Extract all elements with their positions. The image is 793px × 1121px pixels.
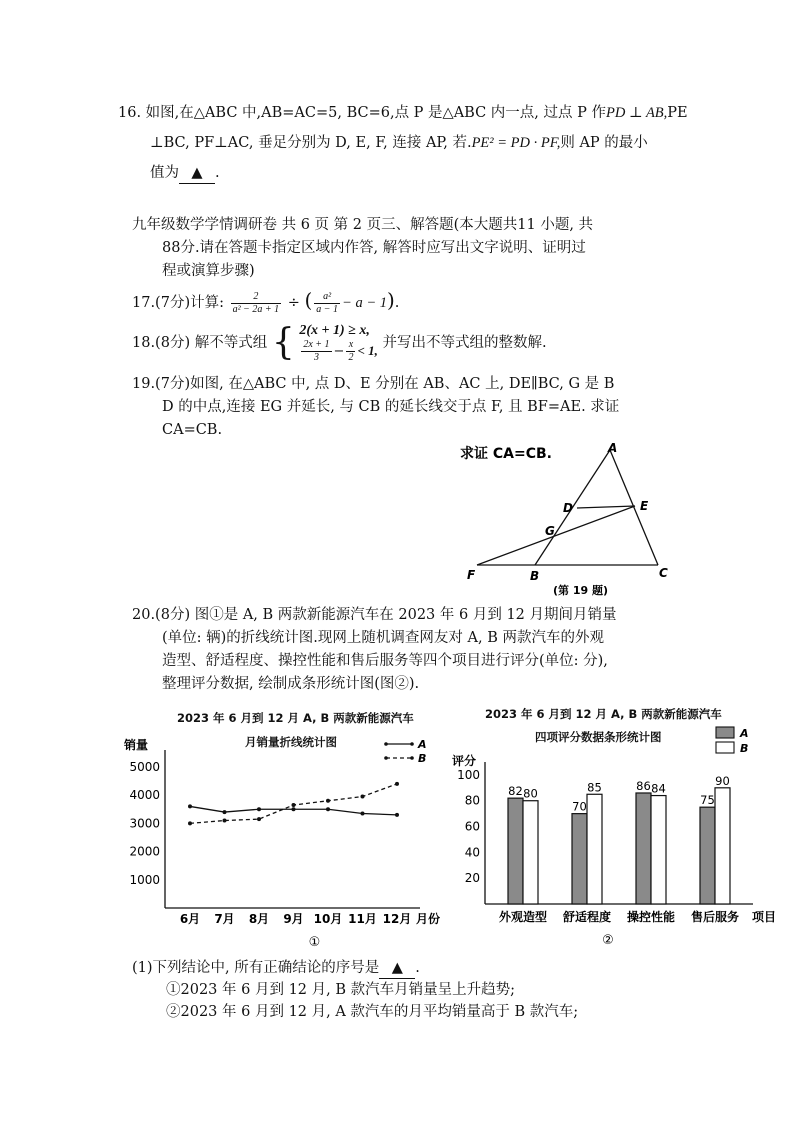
chart1-title-line2: 月销量折线统计图 bbox=[245, 735, 337, 749]
bar-A bbox=[700, 807, 715, 904]
legend-marker-A bbox=[410, 742, 414, 746]
q19-segment-fe bbox=[477, 506, 635, 565]
x-tick-label: 7月 bbox=[214, 912, 235, 926]
q17-fraction-2 bbox=[314, 291, 340, 316]
x-tick-label: 12月 bbox=[382, 912, 412, 926]
bar-B bbox=[523, 801, 538, 904]
bar-value-label: 85 bbox=[587, 780, 602, 795]
q17-f2-num: a² bbox=[314, 291, 340, 304]
q17-end: . bbox=[394, 295, 400, 311]
bar-B bbox=[651, 796, 666, 904]
data-point-A bbox=[395, 813, 399, 817]
q20-line1: 20.(8分) 图①是 A, B 两款新能源汽车在 2023 年 6 月到 12 月期间月销量 bbox=[132, 607, 617, 623]
y-tick-label: 60 bbox=[464, 819, 480, 834]
y-tick-label: 3000 bbox=[129, 816, 160, 831]
q20-line3: 造型、舒适程度、操控性能和售后服务等四个项目进行评分(单位: 分), bbox=[162, 653, 608, 669]
q17-f2-den: a − 1 bbox=[316, 303, 339, 315]
y-tick-label: 100 bbox=[457, 767, 480, 782]
q17-f1-num: 2 bbox=[231, 291, 282, 304]
q16-line3 bbox=[150, 163, 220, 184]
bar-value-label: 86 bbox=[636, 778, 651, 793]
q20-option-2: ②2023 年 6 月到 12 月, A 款汽车的月平均销量高于 B 款汽车; bbox=[166, 1004, 579, 1020]
legend-label-B: B bbox=[418, 752, 427, 765]
q19-line2: D 的中点,连接 EG 并延长, 与 CB 的延长线交于点 F, 且 BF=AE. 求证 bbox=[162, 399, 620, 415]
chart2-title-line1: 2023 年 6 月到 12 月 A, B 两款新能源汽车 bbox=[485, 707, 722, 721]
chart-caption: ② bbox=[602, 933, 614, 948]
q19-segment-ac bbox=[610, 450, 658, 565]
q17: 17.(7分)计算: $\frac{2}{\text{a² − 2a + 1}}$ ÷ ( $\frac{\text{a²}}{a - 1}$ − a − 1). bbox=[132, 288, 400, 315]
q16-text: 16. 如图,在△ABC 中,AB=AC=5, BC=6,点 P 是△ABC 内一点, 过点 P 作 bbox=[118, 105, 606, 121]
q20-answer-blank: ▲ bbox=[379, 958, 415, 979]
q18-system bbox=[299, 323, 378, 364]
bar-A bbox=[636, 793, 651, 904]
data-point-A bbox=[361, 811, 365, 815]
q19-segment-de bbox=[577, 506, 635, 508]
data-point-B bbox=[292, 803, 296, 807]
q17-div: ÷ bbox=[287, 295, 300, 311]
y-tick-label: 5000 bbox=[129, 759, 160, 774]
x-tick-label: 8月 bbox=[248, 912, 270, 926]
data-point-B bbox=[257, 817, 261, 821]
q18-suffix: 并写出不等式组的整数解. bbox=[382, 335, 547, 351]
bar-value-label: 80 bbox=[523, 786, 538, 801]
data-point-B bbox=[223, 819, 227, 823]
x-tick-label: 售后服务 bbox=[690, 910, 740, 924]
q19-label-a: A bbox=[608, 441, 618, 455]
section-line2: 88分.请在答题卡指定区域内作答, 解答时应写出文字说明、证明过 bbox=[162, 240, 586, 256]
q18-f2-num: x bbox=[346, 339, 355, 352]
q19-label-g: G bbox=[545, 524, 555, 538]
y-tick-label: 1000 bbox=[129, 872, 160, 887]
q17-f1-den: a² − 2a + 1 bbox=[232, 303, 280, 315]
q19-line1: 19.(7分)如图, 在△ABC 中, 点 D、E 分别在 AB、AC 上, DE∥BC, G 是 B bbox=[132, 376, 615, 392]
q18-f1-num: 2x + 1 bbox=[303, 338, 330, 350]
q18-f1-den: 3 bbox=[313, 351, 319, 363]
q17-fraction-1 bbox=[231, 291, 282, 316]
q20-line2: (单位: 辆)的折线统计图.现网上随机调查网友对 A, B 两款汽车的外观 bbox=[162, 630, 604, 646]
y-axis-label: 销量 bbox=[124, 738, 149, 752]
y-tick-label: 20 bbox=[464, 871, 480, 886]
q18-minus: − bbox=[333, 343, 345, 359]
q16-line1 bbox=[118, 103, 688, 123]
y-tick-label: 40 bbox=[464, 845, 480, 860]
legend-label-A: A bbox=[418, 738, 427, 751]
q16-text: 值为 bbox=[150, 165, 179, 181]
q18-frac-1 bbox=[301, 339, 331, 364]
data-point-A bbox=[326, 807, 330, 811]
x-axis-label: 月份 bbox=[416, 912, 441, 926]
q16-math-condition: PE² = PD · PF, bbox=[471, 135, 561, 151]
x-tick-label: 9月 bbox=[283, 912, 304, 926]
q18-ineq2-tail: < 1, bbox=[357, 342, 378, 358]
bar-value-label: 82 bbox=[508, 784, 523, 799]
q18-ineq1: 2(x + 1) ≥ x, bbox=[299, 322, 370, 338]
q16-text: 则 AP 的最小 bbox=[560, 135, 648, 151]
q19-figure bbox=[455, 438, 685, 600]
data-point-B bbox=[188, 821, 192, 825]
legend-swatch-A bbox=[716, 727, 734, 738]
chart-caption: ① bbox=[308, 935, 321, 950]
q20-option-1: ①2023 年 6 月到 12 月, B 款汽车月销量呈上升趋势; bbox=[166, 982, 515, 998]
q16-text-pe: PE bbox=[667, 105, 688, 121]
chart2-title-line2: 四项评分数据条形统计图 bbox=[535, 730, 662, 744]
bar-A bbox=[508, 798, 523, 904]
q19-figure-header: 求证 CA=CB. bbox=[460, 446, 552, 462]
q16-answer-blank: ▲ bbox=[179, 163, 215, 184]
q19-label-b: B bbox=[530, 569, 540, 583]
legend-label-B: B bbox=[740, 742, 749, 755]
data-point-A bbox=[188, 804, 192, 808]
q16-text: ⊥BC, PF⊥AC, 垂足分别为 D, E, F, 连接 AP, 若. bbox=[150, 135, 472, 151]
y-tick-label: 80 bbox=[464, 793, 480, 808]
section-line1: 九年级数学学情调研卷 共 6 页 第 2 页三、解答题(本大题共11 小题, 共 bbox=[132, 217, 594, 233]
bar-value-label: 75 bbox=[700, 793, 715, 808]
bar-A bbox=[572, 814, 587, 904]
data-point-B bbox=[361, 795, 365, 799]
q19-label-e: E bbox=[640, 499, 649, 513]
q20-sub1 bbox=[132, 958, 420, 979]
legend-marker-B bbox=[384, 756, 388, 760]
q19-label-f: F bbox=[467, 568, 476, 582]
q17-prefix: 17.(7分)计算: bbox=[132, 295, 224, 311]
q20-sub1-end: . bbox=[415, 960, 420, 976]
x-tick-label: 6月 bbox=[179, 912, 201, 926]
chart1-title-line1: 2023 年 6 月到 12 月 A, B 两款新能源汽车 bbox=[177, 711, 414, 725]
q16-math-perp-ab: PD ⊥ AB, bbox=[606, 105, 668, 121]
q18-f2-den: 2 bbox=[348, 351, 354, 363]
q19-caption: (第 19 题) bbox=[553, 584, 609, 597]
q18-frac-2 bbox=[346, 339, 355, 364]
q18-ineq2 bbox=[299, 339, 378, 364]
q17-tail: − a − 1 bbox=[342, 295, 387, 311]
q16-text: . bbox=[215, 165, 220, 181]
legend-label-A: A bbox=[740, 727, 749, 740]
data-point-A bbox=[292, 807, 296, 811]
q18: 18.(8分) 解不等式组 { 2(x + 1) ≥ x, $\frac{2x + 1}{3}$ − $\frac{x}{2}$ < 1, 并写出不等式组的整数解. bbox=[132, 322, 547, 363]
q20-sub1-text: (1)下列结论中, 所有正确结论的序号是 bbox=[132, 960, 380, 976]
bar-B bbox=[587, 794, 602, 904]
x-tick-label: 11月 bbox=[348, 912, 377, 926]
bar-value-label: 70 bbox=[572, 799, 587, 814]
bar-value-label: 90 bbox=[715, 773, 730, 788]
y-tick-label: 2000 bbox=[129, 844, 160, 859]
x-tick-label: 外观造型 bbox=[498, 910, 548, 924]
bar-value-label: 84 bbox=[651, 781, 666, 796]
x-axis-label: 项目 bbox=[752, 910, 777, 924]
bar-B bbox=[715, 788, 730, 904]
q19-label-c: C bbox=[659, 566, 668, 580]
legend-marker-A bbox=[384, 742, 388, 746]
q20-line4: 整理评分数据, 绘制成条形统计图(图②). bbox=[162, 676, 420, 692]
legend-marker-B bbox=[410, 756, 414, 760]
x-tick-label: 舒适程度 bbox=[562, 910, 612, 924]
q16-line2 bbox=[150, 133, 648, 153]
q19-label-d: D bbox=[563, 501, 573, 515]
legend-swatch-B bbox=[716, 742, 734, 753]
x-tick-label: 操控性能 bbox=[626, 910, 676, 924]
y-axis-label: 评分 bbox=[452, 754, 477, 768]
q19-line3: CA=CB. bbox=[162, 422, 223, 438]
line-chart bbox=[120, 736, 450, 950]
data-point-B bbox=[395, 782, 399, 786]
x-tick-label: 10月 bbox=[313, 912, 343, 926]
y-tick-label: 4000 bbox=[129, 788, 160, 803]
data-point-A bbox=[257, 807, 261, 811]
q18-prefix: 18.(8分) 解不等式组 bbox=[132, 335, 268, 351]
bar-chart bbox=[448, 722, 778, 950]
section-line3: 程或演算步骤) bbox=[162, 263, 255, 279]
data-point-A bbox=[223, 810, 227, 814]
data-point-B bbox=[326, 799, 330, 803]
